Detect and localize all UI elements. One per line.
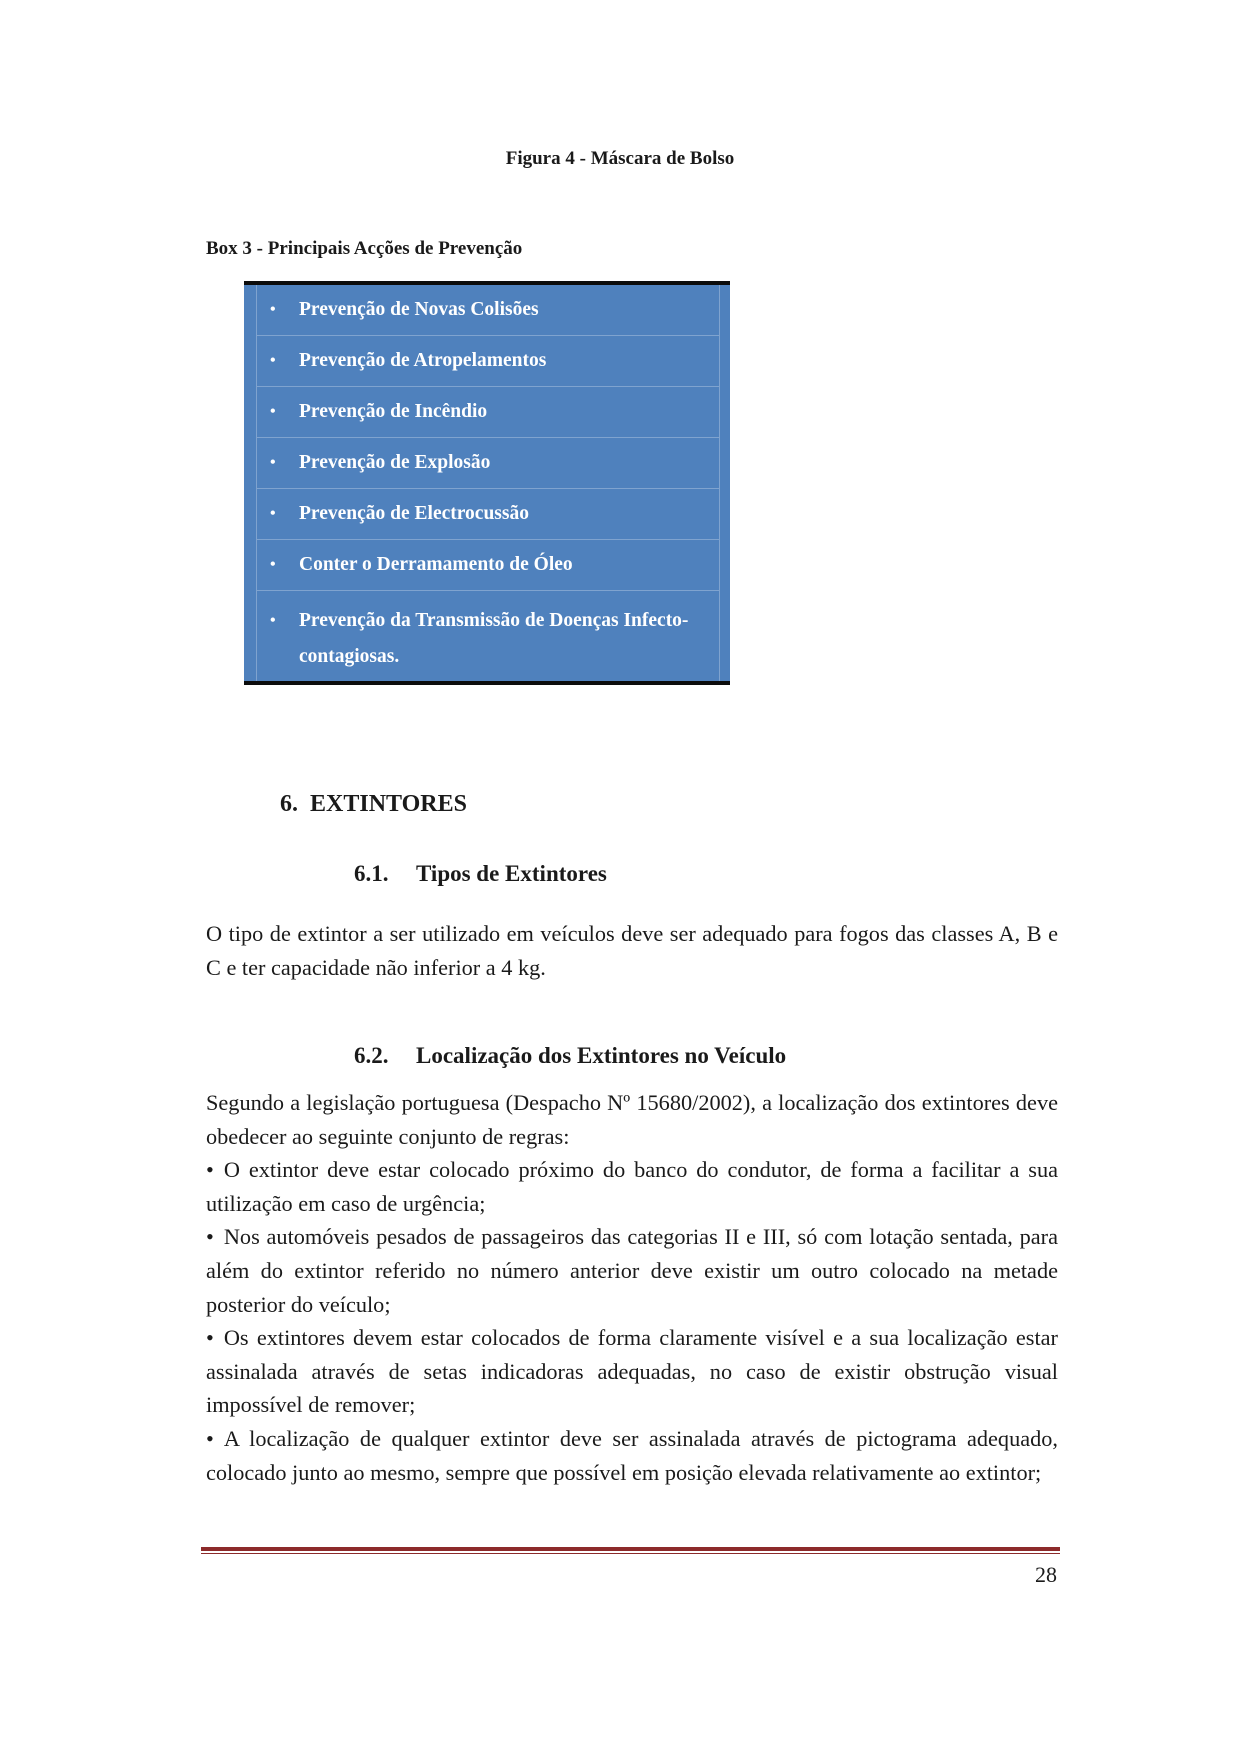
bullet-icon: • [270, 454, 276, 471]
prevention-item [256, 285, 720, 336]
page-number: 28 [1035, 1562, 1057, 1587]
rule-item [206, 1220, 1058, 1321]
rule-item [206, 1153, 1058, 1220]
prevention-item-label: Prevenção de Atropelamentos [299, 350, 547, 371]
bullet-icon: • [206, 1325, 214, 1351]
subsection-heading [354, 1043, 786, 1069]
prevention-item [256, 336, 720, 387]
prevention-item [256, 540, 720, 591]
rule-text: A localização de qualquer extintor deve ser assinalada através de pictograma adequado, colocado junto ao mesmo, sempre que possível em posição elevada relativamente ao extintor; [206, 1425, 1058, 1485]
section-heading [280, 791, 467, 818]
prevention-item-label: Prevenção da Transmissão de Doenças Infecto-contagiosas. [299, 610, 689, 667]
extinguisher-types-paragraph [206, 917, 1058, 984]
rule-text: O extintor deve estar colocado próximo do banco do condutor, de forma a facilitar a sua utilização em caso de urgência; [206, 1157, 1058, 1216]
section-number: 6. [280, 791, 298, 817]
bullet-icon: • [270, 403, 276, 420]
paragraph-text: O tipo de extintor a ser utilizado em veículos deve ser adequado para fogos das classes A, B e C e ter capacidade não inferior a 4 kg. [206, 921, 1058, 980]
prevention-item-label: Prevenção de Incêndio [299, 401, 488, 422]
prevention-item [256, 387, 720, 438]
prevention-item-label: Prevenção de Explosão [299, 452, 491, 473]
bullet-icon: • [270, 505, 276, 522]
bullet-icon: • [270, 352, 276, 369]
subsection-title: Tipos de Extintores [416, 861, 607, 886]
figure-caption: Figura 4 - Máscara de Bolso [505, 148, 735, 169]
prevention-box [244, 281, 730, 685]
box-caption: Box 3 - Principais Acções de Prevenção [206, 238, 523, 259]
extinguisher-location-body [206, 1086, 1058, 1489]
rule-item [206, 1321, 1058, 1422]
subsection-number: 6.2. [354, 1043, 389, 1068]
prevention-list [256, 285, 720, 675]
bullet-icon: • [270, 556, 276, 573]
bullet-icon: • [270, 612, 276, 629]
prevention-item-label: Prevenção de Electrocussão [299, 503, 529, 524]
bullet-icon: • [270, 301, 276, 318]
prevention-item [256, 438, 720, 489]
prevention-item-label: Conter o Derramamento de Óleo [299, 554, 573, 575]
section-title: EXTINTORES [310, 791, 467, 817]
subsection-number: 6.1. [354, 861, 389, 886]
prevention-item-label: Prevenção de Novas Colisões [299, 299, 539, 320]
footer-rule-thick [201, 1547, 1060, 1551]
rule-item [206, 1422, 1058, 1489]
bullet-icon: • [206, 1224, 214, 1250]
footer-rule [201, 1547, 1060, 1554]
rule-text: Os extintores devem estar colocados de forma claramente visível e a sua localização estar assinalada através de setas indicadoras adequadas, no caso de existir obstrução visual impossível de remover; [206, 1325, 1058, 1418]
bullet-icon: • [206, 1157, 214, 1183]
rule-text: Nos automóveis pesados de passageiros das categorias II e III, só com lotação sentada, para além do extintor referido no número anterior deve existir um outro colocado na metade posterior do veículo; [206, 1224, 1058, 1317]
subsection-title: Localização dos Extintores no Veículo [416, 1043, 787, 1068]
prevention-item [256, 591, 720, 675]
bullet-icon: • [206, 1425, 214, 1451]
subsection-heading [354, 861, 607, 887]
footer-rule-thin [201, 1553, 1060, 1554]
prevention-item [256, 489, 720, 540]
paragraph-text: Segundo a legislação portuguesa (Despacho Nº 15680/2002), a localização dos extintores deve obedecer ao seguinte conjunto de regras: [206, 1090, 1058, 1149]
